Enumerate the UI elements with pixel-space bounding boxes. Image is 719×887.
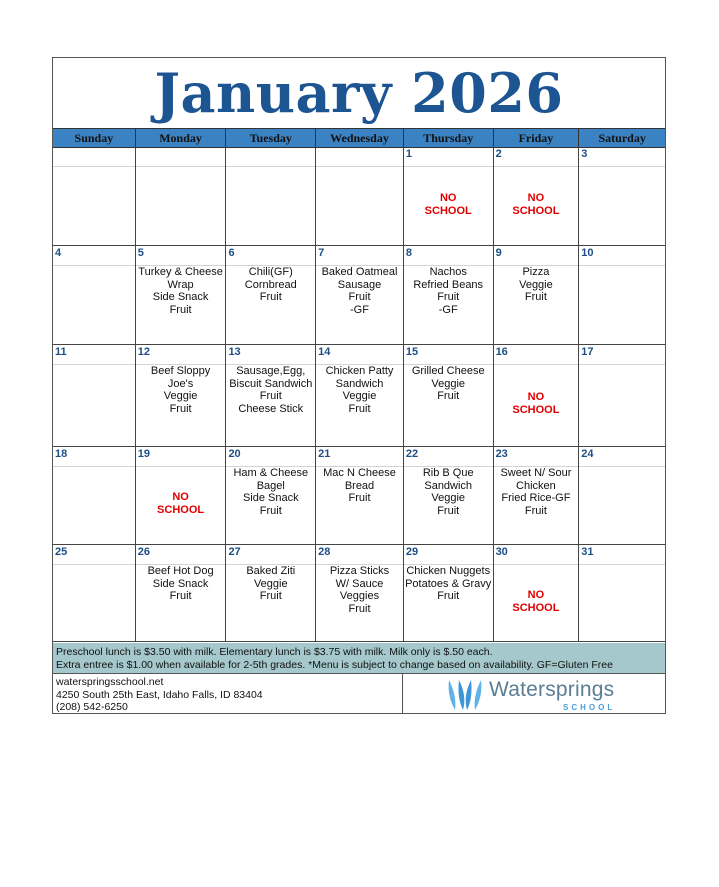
menu-item: Ham & Cheese bbox=[233, 467, 309, 479]
day-divider bbox=[53, 466, 135, 467]
no-school-label bbox=[494, 192, 579, 218]
menu-item: Side Snack bbox=[152, 577, 209, 590]
menu-item: Joe's bbox=[167, 377, 194, 390]
day-cell bbox=[494, 447, 580, 544]
menu-item: Bread bbox=[344, 479, 375, 492]
calendar-sheet bbox=[52, 57, 666, 714]
day-number: 19 bbox=[137, 448, 150, 460]
day-divider bbox=[579, 466, 665, 467]
day-divider bbox=[136, 466, 226, 467]
day-cell bbox=[226, 345, 316, 446]
menu-item: W/ Sauce bbox=[335, 577, 384, 590]
menu-item: Fried Rice-GF bbox=[501, 492, 571, 504]
weekday-friday: Friday bbox=[494, 129, 580, 147]
menu-item: Fruit bbox=[437, 590, 460, 602]
no-school-line: NO bbox=[439, 192, 457, 204]
menu-item: Fruit bbox=[259, 504, 282, 517]
day-cell bbox=[494, 246, 580, 344]
day-cell bbox=[53, 545, 136, 641]
no-school-label bbox=[494, 589, 579, 615]
menu-item: Biscuit Sandwich bbox=[229, 377, 313, 390]
weekday-monday: Monday bbox=[136, 129, 227, 147]
no-school-line: SCHOOL bbox=[157, 504, 205, 516]
day-number: 15 bbox=[405, 346, 419, 358]
menu-item: Fruit bbox=[348, 602, 371, 615]
day-number: 22 bbox=[405, 448, 419, 460]
day-cell bbox=[136, 545, 227, 641]
menu-item: Fruit bbox=[169, 402, 192, 415]
menu-item: Fruit bbox=[259, 291, 282, 303]
menu-item: Fruit bbox=[348, 402, 371, 415]
weekday-saturday: Saturday bbox=[598, 131, 646, 145]
day-number: 8 bbox=[405, 247, 412, 259]
day-cell bbox=[226, 147, 316, 245]
menu-item: Fruit bbox=[524, 291, 547, 303]
week-row bbox=[53, 447, 665, 545]
menu-items bbox=[136, 565, 226, 603]
menu-item: Veggie bbox=[342, 390, 377, 402]
day-cell bbox=[494, 545, 580, 641]
menu-item: Fruit bbox=[524, 504, 547, 517]
day-number: 20 bbox=[228, 448, 241, 460]
menu-item: Chili(GF) bbox=[248, 266, 293, 278]
day-divider bbox=[53, 564, 135, 565]
no-school-line: NO bbox=[172, 491, 189, 503]
menu-item: Beef Sloppy bbox=[150, 365, 211, 377]
school-logo bbox=[403, 674, 665, 714]
day-cell bbox=[316, 447, 404, 544]
lunch-price-note bbox=[53, 643, 665, 674]
day-number: 3 bbox=[581, 148, 588, 160]
menu-item: Sweet N/ Sour bbox=[500, 467, 572, 479]
day-number: 4 bbox=[55, 247, 62, 259]
day-number: 5 bbox=[137, 247, 144, 259]
day-number: 21 bbox=[318, 448, 331, 460]
menu-item: Nachos bbox=[429, 266, 467, 278]
day-divider bbox=[494, 364, 579, 365]
no-school-line: SCHOOL bbox=[512, 404, 560, 416]
menu-items bbox=[226, 565, 315, 603]
menu-item: Veggie bbox=[431, 492, 466, 504]
day-divider bbox=[136, 166, 226, 167]
menu-item: Fruit bbox=[437, 291, 460, 303]
day-cell bbox=[316, 246, 404, 344]
day-number: 14 bbox=[318, 346, 331, 358]
menu-item: Veggie bbox=[253, 577, 288, 590]
day-number: 1 bbox=[405, 148, 412, 160]
day-cell bbox=[494, 345, 580, 446]
day-number: 2 bbox=[495, 148, 502, 160]
day-number: 30 bbox=[495, 546, 508, 558]
menu-item: Mac N Cheese bbox=[323, 467, 396, 479]
day-divider bbox=[579, 564, 665, 565]
day-cell bbox=[579, 345, 665, 446]
calendar-grid bbox=[53, 147, 665, 642]
day-divider bbox=[494, 564, 579, 565]
address-text: 4250 South 25th East, Idaho Falls, ID 83404 bbox=[56, 688, 263, 701]
menu-items bbox=[136, 266, 226, 316]
menu-item: Fruit bbox=[348, 492, 371, 504]
menu-items bbox=[226, 365, 315, 415]
menu-item: Fruit bbox=[169, 303, 192, 316]
day-cell bbox=[404, 545, 494, 641]
week-row bbox=[53, 345, 665, 447]
no-school-line: SCHOOL bbox=[512, 205, 560, 217]
week-row bbox=[53, 147, 665, 246]
day-cell bbox=[53, 447, 136, 544]
contact-info bbox=[53, 674, 403, 714]
menu-item: Beef Hot Dog bbox=[147, 565, 214, 577]
no-school-line: SCHOOL bbox=[424, 205, 472, 217]
weekday-sunday: Sunday bbox=[53, 129, 136, 147]
day-cell bbox=[579, 246, 665, 344]
menu-item: Veggie bbox=[519, 278, 553, 291]
day-divider bbox=[226, 166, 315, 167]
menu-items bbox=[404, 565, 493, 603]
day-cell bbox=[579, 147, 665, 245]
note-line: Preschool lunch is $3.50 with milk. Elementary lunch is $3.75 with milk. Milk only is $.50 each. bbox=[56, 646, 493, 658]
day-number: 7 bbox=[318, 247, 325, 259]
menu-items bbox=[226, 266, 315, 304]
water-drops-logo-icon bbox=[445, 678, 485, 712]
menu-item: Refried Beans bbox=[413, 278, 484, 291]
day-number: 17 bbox=[581, 346, 594, 358]
menu-items bbox=[404, 365, 493, 403]
menu-item: Veggie bbox=[431, 377, 466, 390]
day-number: 9 bbox=[495, 247, 502, 259]
day-divider bbox=[404, 166, 493, 167]
menu-items bbox=[136, 365, 226, 415]
day-number: 28 bbox=[318, 546, 331, 558]
menu-item: Sandwich bbox=[335, 377, 384, 390]
weekday-header bbox=[53, 128, 665, 148]
menu-item: Pizza bbox=[522, 266, 550, 278]
day-cell bbox=[53, 147, 136, 245]
day-cell bbox=[136, 447, 227, 544]
week-row bbox=[53, 545, 665, 642]
menu-item: Fruit bbox=[259, 390, 282, 402]
day-divider bbox=[53, 265, 135, 266]
menu-items bbox=[316, 365, 403, 415]
menu-item: Chicken Patty bbox=[325, 365, 394, 377]
no-school-line: NO bbox=[527, 192, 545, 204]
phone-text: (208) 542-6250 bbox=[56, 701, 128, 713]
day-number: 29 bbox=[405, 546, 419, 558]
day-number: 18 bbox=[55, 448, 68, 460]
page-title: January 2026 bbox=[154, 61, 564, 125]
day-divider bbox=[53, 364, 135, 365]
menu-item: -GF bbox=[350, 303, 369, 316]
day-cell bbox=[579, 447, 665, 544]
logo-subtitle: SCHOOL bbox=[563, 703, 616, 712]
day-divider bbox=[53, 166, 135, 167]
day-number: 26 bbox=[137, 546, 150, 558]
day-divider bbox=[579, 166, 665, 167]
menu-item: Wrap bbox=[167, 278, 194, 291]
day-number: 10 bbox=[581, 247, 594, 259]
no-school-line: SCHOOL bbox=[512, 602, 560, 614]
menu-item: Chicken bbox=[516, 479, 556, 492]
no-school-label bbox=[136, 491, 226, 517]
weekday-thursday: Thursday bbox=[404, 129, 494, 147]
week-row bbox=[53, 246, 665, 345]
day-cell bbox=[404, 447, 494, 544]
day-cell bbox=[226, 246, 316, 344]
menu-item: Pizza Sticks bbox=[329, 565, 390, 577]
day-number: 13 bbox=[228, 346, 241, 358]
menu-items bbox=[316, 565, 403, 615]
menu-item: Veggies bbox=[339, 590, 380, 602]
no-school-label bbox=[494, 391, 579, 417]
menu-item: Fruit bbox=[437, 390, 460, 402]
no-school-line: NO bbox=[527, 391, 545, 403]
menu-item: -GF bbox=[438, 303, 458, 316]
menu-item: Veggie bbox=[163, 390, 198, 402]
day-cell bbox=[226, 545, 316, 641]
menu-items bbox=[494, 467, 579, 517]
day-cell bbox=[53, 345, 136, 446]
day-cell bbox=[404, 246, 494, 344]
day-cell bbox=[316, 345, 404, 446]
no-school-line: NO bbox=[527, 589, 545, 601]
menu-item: Fruit bbox=[437, 504, 460, 517]
menu-item: Sausage,Egg, bbox=[236, 365, 306, 377]
day-cell bbox=[316, 545, 404, 641]
day-divider bbox=[579, 265, 665, 266]
day-number: 16 bbox=[495, 346, 508, 358]
day-cell bbox=[136, 147, 227, 245]
day-cell bbox=[579, 545, 665, 641]
weekday-wednesday: Wednesday bbox=[316, 129, 404, 147]
menu-item: Side Snack bbox=[152, 291, 209, 303]
day-divider bbox=[316, 166, 403, 167]
note-line: Extra entree is $1.00 when available for 2-5th grades. *Menu is subject to change based on availability. GF=Gluten Free bbox=[56, 659, 613, 671]
footer bbox=[53, 674, 665, 714]
day-cell bbox=[494, 147, 580, 245]
weekday-tuesday: Tuesday bbox=[226, 129, 316, 147]
day-cell bbox=[404, 345, 494, 446]
menu-items bbox=[226, 467, 315, 517]
menu-items bbox=[404, 266, 493, 316]
day-cell bbox=[53, 246, 136, 344]
day-number: 6 bbox=[228, 247, 235, 259]
menu-item: Rib B Que bbox=[422, 467, 474, 479]
menu-item: Potatoes & Gravy bbox=[405, 577, 492, 590]
menu-item: Sausage bbox=[337, 278, 382, 291]
menu-item: Chicken Nuggets bbox=[406, 565, 491, 577]
day-cell bbox=[226, 447, 316, 544]
day-number: 27 bbox=[228, 546, 241, 558]
menu-item: Cornbread bbox=[244, 278, 297, 291]
menu-item: Fruit bbox=[169, 590, 192, 602]
menu-item: Sandwich bbox=[424, 479, 473, 492]
day-cell bbox=[136, 246, 227, 344]
menu-item: Bagel bbox=[256, 479, 285, 492]
menu-items bbox=[316, 266, 403, 316]
day-cell bbox=[136, 345, 227, 446]
day-cell bbox=[316, 147, 404, 245]
menu-item: Fruit bbox=[348, 291, 371, 303]
menu-item: Baked Ziti bbox=[246, 565, 296, 577]
logo-name: Watersprings bbox=[489, 678, 615, 701]
day-number: 11 bbox=[55, 346, 67, 358]
menu-item: Fruit bbox=[259, 590, 282, 602]
menu-item: Cheese Stick bbox=[238, 402, 304, 415]
menu-items bbox=[316, 467, 403, 505]
menu-item: Grilled Cheese bbox=[411, 365, 485, 377]
website-text: waterspringsschool.net bbox=[56, 676, 164, 688]
menu-item: Turkey & Cheese bbox=[138, 266, 223, 278]
menu-items bbox=[494, 266, 579, 304]
day-number: 31 bbox=[581, 546, 594, 558]
menu-items bbox=[404, 467, 493, 517]
day-number: 25 bbox=[55, 546, 68, 558]
day-divider bbox=[494, 166, 579, 167]
day-cell bbox=[404, 147, 494, 245]
menu-item: Side Snack bbox=[242, 492, 299, 504]
day-number: 24 bbox=[581, 448, 594, 460]
no-school-label bbox=[404, 192, 493, 218]
day-number: 23 bbox=[495, 448, 508, 460]
day-number: 12 bbox=[137, 346, 150, 358]
menu-item: Baked Oatmeal bbox=[321, 266, 398, 278]
day-divider bbox=[579, 364, 665, 365]
